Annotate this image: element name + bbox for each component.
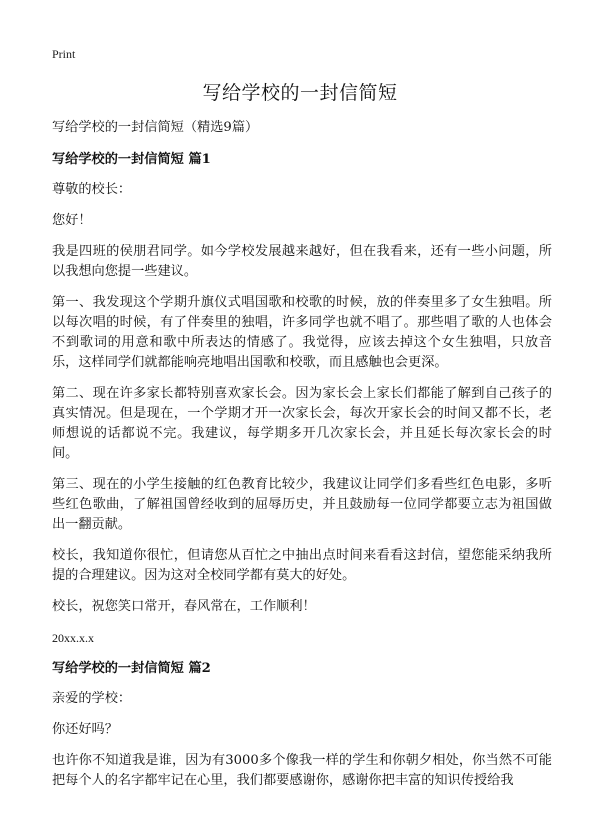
letter-paragraph: 第三、现在的小学生接触的红色教育比较少，我建议让同学们多看些红色电影，多听些红色歌曲，了解祖国曾经收到的屈辱历史，并且鼓励每一位同学都要立志为祖国做出一翻贡献。 — [52, 477, 552, 532]
letter-paragraph: 校长，我知道你很忙，但请您从百忙之中抽出点时间来看看这封信，望您能采纳我所提的合理建议。因为这对全校同学都有莫大的好处。 — [52, 548, 552, 583]
letter-date: 20xx.x.x — [52, 631, 94, 645]
page-title: 写给学校的一封信简短 — [202, 82, 398, 104]
letter-paragraph: 我是四班的侯朋君同学。如今学校发展越来越好，但在我看来，还有一些小问题，所以我想向您提一些建议。 — [52, 244, 552, 279]
letter-greeting: 您好！ — [52, 213, 92, 228]
section-heading-2: 写给学校的一封信简短 篇2 — [52, 661, 211, 676]
letter-paragraph: 第一、我发现这个学期升旗仪式唱国歌和校歌的时候，放的伴奏里多了女生独唱。所以每次唱的时候，有了伴奏里的独唱，许多同学也就不唱了。那些唱了歌的人也体会不到歌词的用意和歌中所表达的情感了。我觉得，应该去掉这个女生独唱，只放音乐，这样同学们就都能响亮地唱出国歌和校歌，而且感触也会更深。 — [52, 295, 552, 370]
letter-salutation: 亲爱的学校： — [52, 691, 132, 706]
letter-closing: 校长，祝您笑口常开，春风常在，工作顺利！ — [52, 599, 316, 614]
letter-greeting: 你还好吗？ — [52, 722, 118, 737]
document-body — [52, 118, 552, 802]
document-subtitle: 写给学校的一封信简短（精选9篇） — [52, 120, 259, 135]
letter-salutation: 尊敬的校长： — [52, 182, 132, 197]
letter-paragraph: 第二、现在许多家长都特别喜欢家长会。因为家长会上家长们都能了解到自己孩子的真实情况。但是现在，一个学期才开一次家长会，每次开家长会的时间又都不长，老师想说的话都说不完。我建议，每学期多开几次家长会，并且延长每次家长会的时间。 — [52, 386, 552, 461]
letter-paragraph: 也许你不知道我是谁，因为有3000多个像我一样的学生和你朝夕相处，你当然不可能把每个人的名字都牢记在心里，我们都要感谢你，感谢你把丰富的知识传授给我 — [52, 753, 552, 788]
print-link[interactable]: Print — [52, 47, 76, 61]
section-heading-1: 写给学校的一封信简短 篇1 — [52, 152, 211, 167]
